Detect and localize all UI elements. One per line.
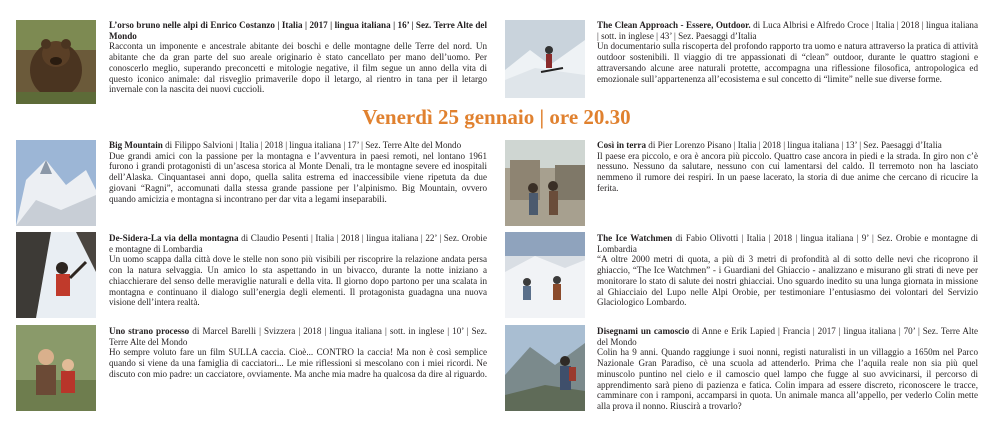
- hiker-photo: [505, 325, 585, 411]
- film-title: Disegnami un camoscio: [597, 326, 690, 336]
- film-description: Due grandi amici con la passione per la montagna e l’avventura in paesi remoti, nel lontano 1961 furono i grandi protagonisti di un’ascesa storica al Monte Denali, tra le montagne severe ed inospitali dell’Alaska. Cinquantasei anni dopo, quella salita estrema ed inaccessibile viene ripetuta da due giovani “Ragni”, accomunati dalla stessa grande passione per l’alpinismo. Big Mountain, ovvero quando amicizia e montagna si incontrano per dar vita a legami inseparabili.: [109, 150, 487, 204]
- snow-climber-photo: [16, 232, 96, 318]
- film-description: “A oltre 2000 metri di quota, a più di 3 metri di profondità al di sotto delle nevi che ricoprono il ghiaccio, “The Ice Watchmen” - i Guardiani del Ghiaccio - analizzano e misurano gli strati di neve per monitorare lo stato di salute dei nostri ghiacciai. Uno sguardo inedito su una lunga giornata in missione al Ghiacciaio del Lupo nelle Alpi Orobie, per testimoniare l’entusiasmo dei volontari del Servizio Glaciologico Lombardo.: [597, 254, 978, 308]
- film-title: De-Sidera-La via della montagna: [109, 233, 239, 243]
- film-text: [597, 20, 978, 84]
- glacier-team-photo: [505, 232, 585, 318]
- film-description: Un uomo scappa dalla città dove le stelle non sono più visibili per riscoprire la relazione andata persa con la natura selvaggia. Un amico lo sta aspettando in un bivacco, durante la notte iniziano a chiacchierare del senso delle meraviglie naturali e della vita. Il giorno dopo partono per una scalata in montagna e continuano il dialogo sull’energia degli elementi. Il protagonista guadagna una nuova visione dell’intera realtà.: [109, 254, 487, 308]
- skier-photo: [505, 20, 585, 98]
- film-title: Uno strano processo: [109, 326, 190, 336]
- film-description: Racconta un imponente e ancestrale abitante dei boschi e delle montagne delle Terre del nord. Un abitante che da gran parte del suo areale originario è stato cancellato per mano dell’uomo. Per conoscerlo meglio, superando preconcetti e mitologie negative, il film segue un anno della vita di questo iconico animale: dal risveglio primaverile dopo il letargo, al rientro in tana per il letargo invernale con la nascita dei nuovi cuccioli.: [109, 41, 487, 95]
- film-description: Colin ha 9 anni. Quando raggiunge i suoi nonni, registi naturalisti in un villaggio a 1650m nel Parco Nazionale Gran Paradiso, cè una scuola ad attenderlo. Prima che l’aquila reale non sia più quel minuscolo puntino nel cielo e il camoscio quel lampo che fugge al suo avvicinarsi, il percorso di apprendimento sarà pieno di pazienza e fatica. Colin impara ad essere discreto, riconoscere le tracce, camminare con i ramponi, accamparsi in quota. Un animale manca all’appello, per vederlo Colin mette alla prova il nonno. Riuscirà a trovarlo?: [597, 347, 978, 411]
- film-title: Big Mountain: [109, 140, 163, 150]
- family-photo: [16, 325, 96, 411]
- screening-date-heading: Venerdì 25 gennaio | ore 20.30: [362, 105, 631, 129]
- film-title: The Ice Watchmen: [597, 233, 673, 243]
- film-text: [597, 233, 978, 308]
- film-text: [109, 233, 487, 308]
- film-meta: di Marcel Barelli | Svizzera | 2018 | lingua italiana | sott. in inglese | 10’ | Sez. Terre Alte del Mondo: [109, 326, 487, 347]
- film-title: The Clean Approach - Essere, Outdoor.: [597, 20, 751, 30]
- film-description: Il paese era piccolo, e ora è ancora più piccolo. Quattro case ancora in piedi e la strada. In giro non c’è nessuno. Nessuno da salutare, nessuno con cui lamentarsi del caldo. Il terremoto non ha lasciato nemmeno il rumore dei respiri. In un paese lacerato, la storia di due anime che cercano di ricucire la ferita.: [597, 150, 978, 193]
- film-title: L’orso bruno nelle alpi di Enrico Costanzo | Italia | 2017 | lingua italiana | 16’ | Sez. Terre Alte del Mondo: [109, 20, 487, 41]
- film-meta: di Anne e Erik Lapied | Francia | 2017 | lingua italiana | 70’ | Sez. Terre Alte del Mondo: [597, 326, 979, 347]
- film-meta: di Pier Lorenzo Pisano | Italia | 2018 | lingua italiana | 13’ | Sez. Paesaggi d’Italia: [646, 140, 942, 150]
- film-title: Così in terra: [597, 140, 646, 150]
- film-meta: di Fabio Olivotti | Italia | 2018 | lingua italiana | 9’ | Sez. Orobie e montagne di Lombardia: [597, 233, 978, 254]
- film-text: [597, 140, 978, 194]
- film-meta: di Luca Albrisi e Alfredo Croce | Italia | 2018 | lingua italiana | sott. in inglese | 43’ | Sez. Paesaggi d’Italia: [597, 20, 978, 41]
- village-people-photo: [505, 140, 585, 226]
- film-text: [597, 326, 978, 412]
- mountain-peak-photo: [16, 140, 96, 226]
- film-description: Ho sempre voluto fare un film SULLA caccia. Cioè... CONTRO la caccia! Ma non è così semplice quando si viene da una famiglia di cacciatori... Le mie riflessioni si mescolano con i miei ricordi. Ne discuto con mio padre: un cacciatore, ovviamente. Ma anche mia madre ha qualcosa da dire al riguardo.: [109, 347, 487, 379]
- brown-bear-photo: [16, 20, 96, 104]
- film-text: [109, 20, 487, 95]
- film-text: [109, 140, 487, 204]
- film-meta: di Claudio Pesenti | Italia | 2018 | lingua italiana | 22’ | Sez. Orobie e montagne di Lombardia: [109, 233, 487, 254]
- film-text: [109, 326, 487, 380]
- film-meta: di Filippo Salvioni | Italia | 2018 | lingua italiana | 17’ | Sez. Terre Alte del Mondo: [162, 140, 462, 150]
- film-description: Un documentario sulla riscoperta del profondo rapporto tra uomo e natura attraverso la pratica di attività outdoor sostenibili. Il viaggio di tre appassionati di “clean” outdoor, durante le quattro stagioni e attraversando alcune aree naturali protette, accompagna una riflessione filosofica, antropologica ed emozionale sull’appartenenza all’ecosistema e sul concetto di “limite” nelle sue diverse forme.: [597, 41, 978, 84]
